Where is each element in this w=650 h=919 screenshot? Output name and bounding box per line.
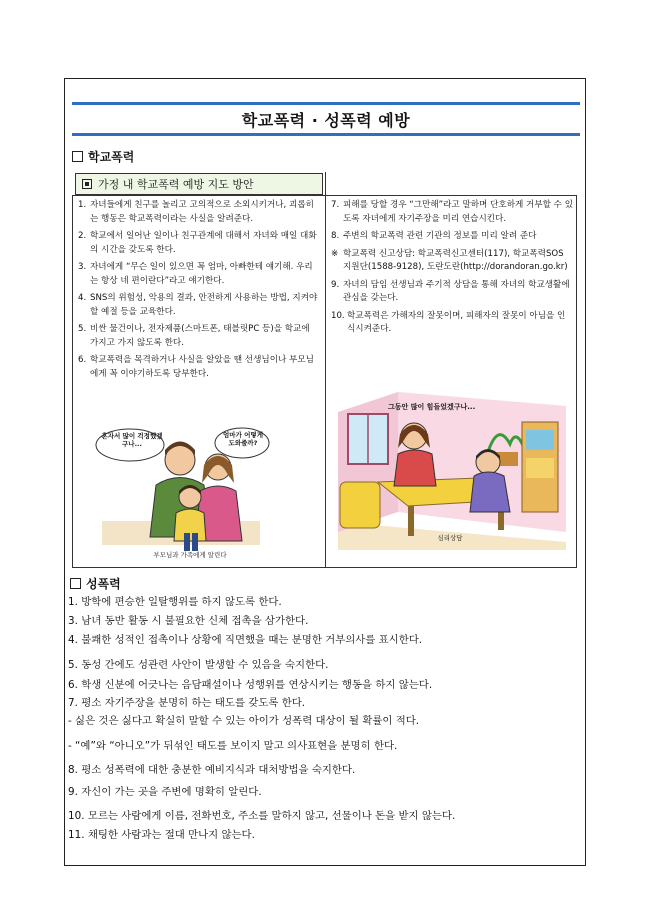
list-item: 7. 평소 자기주장을 분명히 하는 태도를 갖도록 한다. bbox=[68, 697, 306, 709]
list-item: 6. 학생 신분에 어긋나는 음담패설이나 성행위를 연상시키는 행동을 하지 않는다. bbox=[68, 679, 433, 691]
hotline-note: ※ 학교폭력 신고상담: 학교폭력신고센터(117), 학교폭력SOS 지원단(1588-9128), 도란도란(http://dorandoran.go.kr) bbox=[331, 248, 568, 272]
guide-divider bbox=[325, 172, 326, 568]
counseling-bubble: 그동안 많이 힘들었겠구나... bbox=[388, 403, 476, 411]
list-item: 8. 주변의 학교폭력 관련 기관의 정보를 미리 알려 준다 bbox=[331, 231, 537, 241]
list-item: 10. 모르는 사람에게 이름, 전화번호, 주소를 말하지 않고, 선물이나 돈을 받지 않는다. bbox=[68, 810, 456, 822]
section-label: 성폭력 bbox=[86, 577, 121, 591]
family-caption: 부모님과 가족에게 알린다 bbox=[153, 551, 227, 559]
list-item: 5. 동성 간에도 성관련 사안이 발생할 수 있음을 숙지한다. bbox=[68, 659, 329, 671]
list-item: 9. 자녀의 담임 선생님과 주기적 상담을 통해 자녀의 학교생활에 관심을 갖는다. bbox=[331, 279, 570, 303]
list-item: 4. 불쾌한 성적인 접촉이나 상황에 직면했을 때는 분명한 거부의사를 표시한다. bbox=[68, 634, 423, 646]
list-item: 8. 평소 성폭력에 대한 충분한 예비지식과 대처방법을 숙지한다. bbox=[68, 764, 356, 776]
list-sub-item: - “예”와 “아니오”가 뒤섞인 태도를 보이지 말고 의사표현을 분명히 한다. bbox=[68, 740, 398, 752]
list-item: 11. 채팅한 사람과는 절대 만나지 않는다. bbox=[68, 829, 255, 841]
list-item: 2. 학교에서 일어난 일이나 친구관계에 대해서 자녀와 매일 대화의 시간을 갖도록 한다. bbox=[78, 231, 317, 255]
section-label: 학교폭력 bbox=[88, 150, 135, 164]
list-item: 10. 학교폭력은 가해자의 잘못이며, 피해자의 잘못이 아님을 인식시켜준다. bbox=[331, 310, 566, 334]
list-item: 5. 비싼 물건이나, 전자제품(스마트폰, 태블릿PC 등)을 학교에 가지고 가지 않도록 한다. bbox=[78, 324, 310, 348]
guide-title-box bbox=[75, 173, 323, 195]
list-item: 3. 자녀에게 “무슨 일이 있으면 꼭 엄마, 아빠한테 얘기해. 우리는 항상 네 편이란다”라고 얘기한다. bbox=[78, 262, 313, 286]
guide-title: 가정 내 학교폭력 예방 지도 방안 bbox=[98, 178, 254, 191]
section-school-violence-heading bbox=[72, 148, 134, 165]
list-item: 4. SNS의 위험성, 악용의 결과, 안전하게 사용하는 방법, 지켜야할 예절 등을 교육한다. bbox=[78, 293, 318, 317]
list-item: 9. 자신이 가는 곳을 주변에 명확히 알린다. bbox=[68, 786, 262, 798]
counseling-caption: 심리상담 bbox=[437, 534, 463, 542]
list-sub-item: - 싫은 것은 싫다고 확실히 말할 수 있는 아이가 성폭력 대상이 될 확률이 적다. bbox=[68, 715, 420, 727]
checkbox-square-icon bbox=[70, 578, 81, 589]
guide-left-list bbox=[78, 199, 320, 385]
filled-square-icon bbox=[82, 179, 92, 189]
family-bubble-2: 엄마가 어떻게 도와줄까? bbox=[223, 431, 263, 447]
page-title: 학교폭력 · 성폭력 예방 bbox=[241, 110, 411, 130]
list-item: 7. 피해를 당할 경우 “그만해”라고 말하며 단호하게 거부할 수 있도록 자녀에게 자기주장을 미리 연습시킨다. bbox=[331, 200, 573, 224]
list-item: 3. 남녀 동반 활동 시 불필요한 신체 접촉을 삼가한다. bbox=[68, 615, 309, 627]
list-item: 1. 방학에 편승한 일탈행위를 하지 않도록 한다. bbox=[68, 596, 282, 608]
guide-right-list bbox=[331, 199, 573, 341]
section-sexual-violence-heading bbox=[70, 575, 121, 592]
title-bar bbox=[72, 102, 580, 136]
list-item: 1. 자녀들에게 친구를 놀리고 고의적으로 소외시키거나, 괴롭히는 행동은 학교폭력이라는 사실을 알려준다. bbox=[78, 200, 314, 224]
checkbox-square-icon bbox=[72, 151, 83, 162]
family-bubble-1: 혼자서 많이 걱정했겠구나... bbox=[101, 432, 163, 448]
list-item: 6. 학교폭력을 목격하거나 사실을 알았을 땐 선생님이나 부모님에게 꼭 이야기하도록 당부한다. bbox=[78, 355, 314, 379]
